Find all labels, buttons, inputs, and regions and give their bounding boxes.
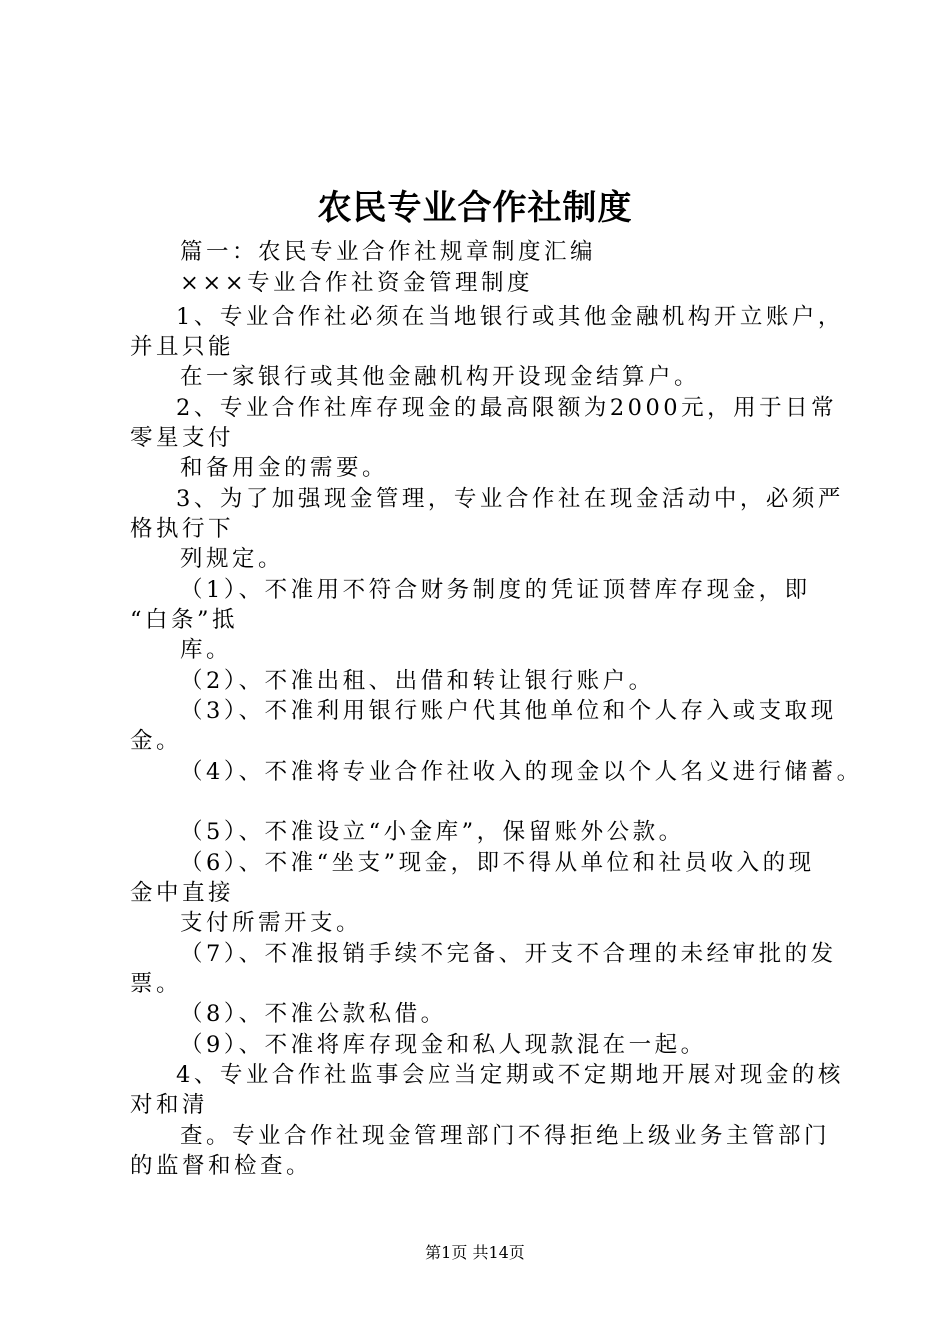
- text-line: （8）、不准公款私借。: [180, 1001, 447, 1027]
- text-line: 库。: [180, 637, 233, 663]
- page-footer: 第1页 共14页: [425, 1243, 525, 1262]
- text-line: 支付所需开支。: [180, 910, 363, 936]
- text-line: （7）、不准报销手续不完备、开支不合理的未经审批的发: [180, 941, 837, 967]
- text-line: （4）、不准将专业合作社收入的现金以个人名义进行储蓄。: [180, 759, 863, 785]
- document-title: 农民专业合作社制度: [317, 188, 633, 228]
- text-line: 和备用金的需要。: [180, 455, 389, 481]
- text-line: （3）、不准利用银行账户代其他单位和个人存入或支取现: [180, 698, 837, 724]
- text-line: （1）、不准用不符合财务制度的凭证顶替库存现金，即: [180, 577, 811, 603]
- text-line: （2）、不准出租、出借和转让银行账户。: [180, 668, 655, 694]
- text-line: 并且只能: [130, 334, 235, 360]
- text-line: 金。: [130, 728, 183, 754]
- text-line: 金中直接: [130, 880, 235, 906]
- text-line: 零星支付: [130, 425, 235, 451]
- text-line: 的监督和检查。: [130, 1153, 313, 1179]
- text-line: 1、专业合作社必须在当地银行或其他金融机构开立账户，: [176, 304, 844, 330]
- text-line: 3、为了加强现金管理，专业合作社在现金活动中，必须严: [176, 486, 844, 512]
- text-line: 2、专业合作社库存现金的最高限额为2000元，用于日常: [176, 395, 838, 421]
- text-line: （9）、不准将库存现金和私人现款混在一起。: [180, 1032, 707, 1058]
- text-line: 票。: [130, 971, 183, 997]
- text-line: 4、专业合作社监事会应当定期或不定期地开展对现金的核: [176, 1062, 844, 1088]
- text-line: ×××专业合作社资金管理制度: [180, 270, 534, 296]
- text-line: 篇一：农民专业合作社规章制度汇编: [180, 239, 597, 265]
- text-line: 对和清: [130, 1092, 209, 1118]
- text-line: 在一家银行或其他金融机构开设现金结算户。: [180, 364, 701, 390]
- text-line: 列规定。: [180, 546, 285, 572]
- text-line: “白条”抵: [130, 607, 239, 633]
- text-line: 格执行下: [130, 516, 235, 542]
- text-line: 查。专业合作社现金管理部门不得拒绝上级业务主管部门: [180, 1123, 831, 1149]
- text-line: （5）、不准设立“小金库”，保留账外公款。: [180, 819, 685, 845]
- text-line: （6）、不准“坐支”现金，即不得从单位和社员收入的现: [180, 850, 815, 876]
